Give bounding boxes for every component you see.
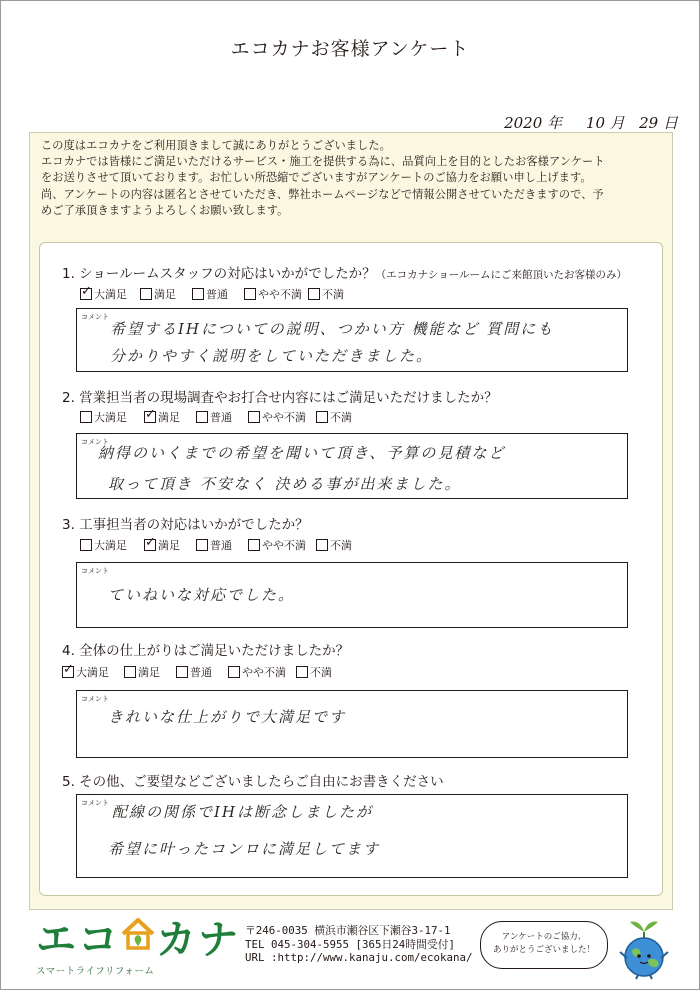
option-neutral[interactable] xyxy=(196,537,248,553)
question-5-answer-line-1: 配線の関係でIHは断念しましたが xyxy=(112,803,374,821)
checkbox[interactable] xyxy=(140,288,152,300)
checkbox[interactable] xyxy=(196,411,208,423)
comment-tag: コメント xyxy=(81,438,109,446)
option-label: 不満 xyxy=(322,288,344,301)
option-label: 満足 xyxy=(154,288,176,301)
thanks-line-1: アンケートのご協力、 xyxy=(501,932,587,942)
option-label: 普通 xyxy=(206,288,228,301)
option-label: やや不満 xyxy=(262,411,306,424)
option-neutral[interactable] xyxy=(196,409,248,425)
question-3 xyxy=(62,513,309,533)
thanks-bubble xyxy=(480,921,608,969)
option-label: 満足 xyxy=(158,539,180,552)
comment-tag: コメント xyxy=(81,695,109,703)
option-label: 満足 xyxy=(138,666,160,679)
comment-tag: コメント xyxy=(81,567,109,575)
logo-text-right: カナ xyxy=(156,917,240,963)
checkbox[interactable] xyxy=(196,539,208,551)
option-very-satisfied[interactable] xyxy=(62,664,124,680)
comment-tag: コメント xyxy=(81,313,109,321)
option-somewhat-dissatisfied[interactable] xyxy=(248,409,316,425)
option-label: 普通 xyxy=(210,411,232,424)
checkbox[interactable] xyxy=(80,411,92,423)
intro-line: この度はエコカナをご利用頂きまして誠にありがとうございました。 xyxy=(41,139,391,152)
logo-tagline: スマートライフリフォーム xyxy=(36,966,155,977)
page-title: エコカナお客様アンケート xyxy=(230,38,470,60)
question-1-answer-line-2: 分かりやすく説明をしていただきました。 xyxy=(110,347,434,365)
intro-line: をお送りさせて頂いております。お忙しい所恐縮でございますがアンケートのご協力をお願い申し上げます。 xyxy=(41,171,592,185)
option-very-satisfied[interactable] xyxy=(80,537,144,553)
question-1-answer-line-1: 希望するIHについての説明、つかい方 機能など 質問にも xyxy=(110,320,555,338)
question-4-label: 4. 全体の仕上がりはご満足いただけましたか？ xyxy=(62,643,350,659)
option-very-satisfied[interactable] xyxy=(80,409,144,425)
question-3-answer-line-1: ていねいな対応でした。 xyxy=(108,586,296,604)
logo-text-left: エコ xyxy=(36,917,120,963)
question-1 xyxy=(62,262,627,282)
option-dissatisfied[interactable] xyxy=(308,286,360,302)
option-neutral[interactable] xyxy=(176,664,228,680)
question-2-label: 2. 営業担当者の現場調査やお打合せ内容にはご満足いただけましたか？ xyxy=(62,390,498,406)
date-year-label: 年 xyxy=(547,114,563,132)
company-url[interactable]: URL :http://www.kanaju.com/ecokana/ xyxy=(245,951,473,964)
option-very-satisfied[interactable] xyxy=(80,286,140,302)
option-label: やや不満 xyxy=(262,539,306,552)
intro-line: エコカナでは皆様にご満足いただけるサービス・施工を提供する為に、品質向上を目的としたお客様アンケート xyxy=(41,155,605,169)
question-2 xyxy=(62,386,498,406)
option-dissatisfied[interactable] xyxy=(296,664,348,680)
question-2-answer-line-1: 納得のいくまでの希望を聞いて頂き、予算の見積など xyxy=(98,444,506,462)
option-label: 不満 xyxy=(330,539,352,552)
option-satisfied[interactable] xyxy=(144,409,196,425)
option-somewhat-dissatisfied[interactable] xyxy=(244,286,308,302)
question-2-answer-line-2: 取って頂き 不安なく 決める事が出来ました。 xyxy=(108,475,462,493)
checkbox[interactable] xyxy=(316,411,328,423)
date-year: 2020 xyxy=(504,114,543,132)
question-4-answer-line-1: きれいな仕上がりで大満足です xyxy=(108,708,347,726)
option-label: 大満足 xyxy=(94,411,127,424)
checkbox[interactable] xyxy=(228,666,240,678)
thanks-line-2: ありがとうございました！ xyxy=(492,945,595,955)
option-label: やや不満 xyxy=(242,666,286,679)
checkbox-checked[interactable] xyxy=(80,288,92,300)
checkbox[interactable] xyxy=(316,539,328,551)
company-tel: TEL 045-304-5955 [365日24時間受付] xyxy=(245,937,455,951)
option-satisfied[interactable] xyxy=(124,664,176,680)
option-dissatisfied[interactable] xyxy=(316,409,368,425)
intro-line: めご了承頂きますようよろしくお願い致します。 xyxy=(41,203,289,217)
question-5-label: 5. その他、ご要望などございましたらご自由にお書きください xyxy=(62,774,444,790)
checkbox[interactable] xyxy=(244,288,256,300)
date-day: 29 xyxy=(639,114,659,132)
checkbox[interactable] xyxy=(192,288,204,300)
option-neutral[interactable] xyxy=(192,286,244,302)
house-icon xyxy=(120,914,156,960)
option-somewhat-dissatisfied[interactable] xyxy=(248,537,316,553)
question-1-label: 1. ショールームスタッフの対応はいかがでしたか？ xyxy=(62,266,376,282)
intro-text xyxy=(41,138,661,219)
question-2-options xyxy=(80,409,368,425)
date-month: 10 xyxy=(585,114,605,132)
checkbox[interactable] xyxy=(124,666,136,678)
option-satisfied[interactable] xyxy=(144,537,196,553)
survey-date xyxy=(504,112,678,133)
option-dissatisfied[interactable] xyxy=(316,537,368,553)
date-day-label: 日 xyxy=(662,114,678,132)
checkbox[interactable] xyxy=(308,288,320,300)
checkbox[interactable] xyxy=(176,666,188,678)
checkbox[interactable] xyxy=(248,539,260,551)
question-4 xyxy=(62,639,349,659)
checkbox[interactable] xyxy=(296,666,308,678)
checkbox[interactable] xyxy=(248,411,260,423)
company-contact xyxy=(245,924,473,965)
option-label: 大満足 xyxy=(94,288,127,301)
globe-mascot-icon xyxy=(612,912,676,984)
ecokana-logo xyxy=(36,908,240,977)
checkbox[interactable] xyxy=(80,539,92,551)
option-label: 大満足 xyxy=(94,539,127,552)
option-label: やや不満 xyxy=(258,288,302,301)
option-label: 不満 xyxy=(330,411,352,424)
question-5 xyxy=(62,770,444,790)
comment-tag: コメント xyxy=(81,799,109,807)
option-label: 不満 xyxy=(310,666,332,679)
company-address: 〒246-0035 横浜市瀬谷区下瀬谷3-17-1 xyxy=(245,924,451,937)
question-4-options xyxy=(62,664,348,680)
option-label: 普通 xyxy=(190,666,212,679)
checkbox-checked[interactable] xyxy=(62,666,74,678)
date-month-label: 月 xyxy=(609,114,625,132)
option-label: 大満足 xyxy=(76,666,109,679)
option-satisfied[interactable] xyxy=(140,286,192,302)
question-3-label: 3. 工事担当者の対応はいかがでしたか？ xyxy=(62,517,309,533)
checkbox-checked[interactable] xyxy=(144,411,156,423)
intro-line: 尚、アンケートの内容は匿名とさせていただき、弊社ホームページなどで情報公開させていただきますので、予 xyxy=(41,187,604,201)
question-1-options xyxy=(80,286,360,302)
option-somewhat-dissatisfied[interactable] xyxy=(228,664,296,680)
question-5-answer-line-2: 希望に叶ったコンロに満足してます xyxy=(108,840,381,858)
question-1-note: （エコカナショールームにご来館頂いたお客様のみ） xyxy=(375,269,628,281)
option-label: 普通 xyxy=(210,539,232,552)
option-label: 満足 xyxy=(158,411,180,424)
question-3-options xyxy=(80,537,368,553)
checkbox-checked[interactable] xyxy=(144,539,156,551)
